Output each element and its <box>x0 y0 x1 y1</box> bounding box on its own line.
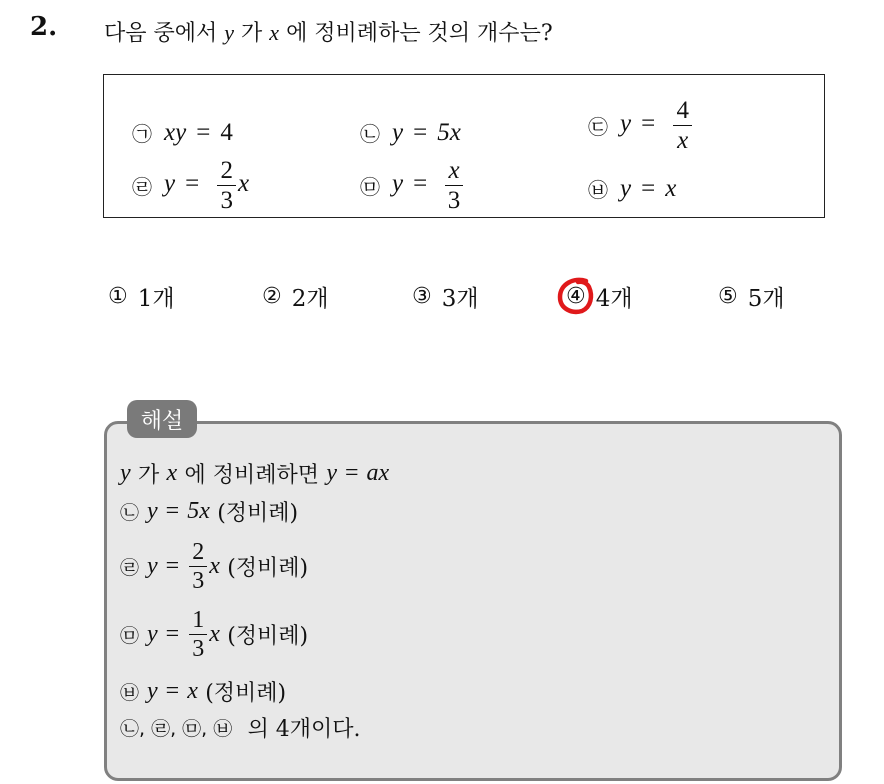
answer-marker: ① <box>108 284 128 309</box>
fraction: $\frac{2}{3}$ <box>217 158 236 213</box>
stem-text-b: 가 <box>241 21 263 46</box>
problem-stem <box>104 16 553 47</box>
choice-item <box>360 118 461 147</box>
stem-text-a: 다음 중에서 <box>104 21 218 46</box>
choice-marker: ㉡ <box>360 122 380 146</box>
choice-equation: y = x <box>620 174 677 202</box>
answer-text: 4개 <box>595 286 633 312</box>
choice-equation: y = $\frac{x}{3}$ <box>392 158 465 213</box>
answer-text: 1개 <box>137 286 175 312</box>
problem-number: 2. <box>30 12 58 42</box>
choice-marker: ㉢ <box>588 115 608 139</box>
answer-marker: ⑤ <box>718 284 738 309</box>
choice-equation: y = $\frac{4}{x}$ <box>620 98 694 153</box>
answer-option-5[interactable] <box>718 280 785 313</box>
solution-title-badge: 해설 <box>127 400 197 438</box>
fraction: $\frac{4}{x}$ <box>673 98 692 153</box>
choice-marker: ㉥ <box>588 178 608 202</box>
choice-item <box>360 158 465 213</box>
answer-option-3[interactable] <box>412 280 479 313</box>
answer-marker: ② <box>262 284 282 309</box>
fraction: $\frac{x}{3}$ <box>445 158 462 213</box>
choice-marker: ㉠ <box>132 122 152 146</box>
solution-line: y 가 x 에 정비례하면 y = ax <box>120 460 390 488</box>
answer-text: 3개 <box>441 286 479 312</box>
choice-item <box>588 98 694 153</box>
answer-circle-mark <box>556 276 596 316</box>
stem-var-y: y <box>224 20 235 45</box>
choice-equation: y = 5x <box>392 118 461 146</box>
answer-option-2[interactable] <box>262 280 329 313</box>
solution-line: ㉡, ㉣, ㉤, ㉥ 의 4개이다. <box>120 717 361 742</box>
stem-text-c: 에 정비례하는 것의 개수는? <box>286 21 553 46</box>
answer-text: 2개 <box>291 286 329 312</box>
choice-item <box>588 174 676 203</box>
choice-item <box>132 158 249 213</box>
fraction: $\frac{1}{3}$ <box>189 608 207 661</box>
solution-line: ㉥ y = x (정비례) <box>120 678 287 706</box>
choice-marker: ㉤ <box>360 175 380 199</box>
choice-equation: y = $\frac{2}{3}$ x <box>164 157 250 214</box>
choice-item <box>132 118 233 147</box>
stem-var-x: x <box>269 20 280 45</box>
fraction: $\frac{2}{3}$ <box>189 540 207 593</box>
answer-text: 5개 <box>747 286 785 312</box>
choice-equation: xy = 4 <box>164 118 233 146</box>
answer-option-1[interactable] <box>108 280 175 313</box>
solution-line: ㉡ y = 5x (정비례) <box>120 498 299 526</box>
solution-line: ㉣ y = $\frac{2}{3}$ x (정비례) <box>120 539 309 594</box>
solution-line: ㉤ y = $\frac{1}{3}$ x (정비례) <box>120 607 309 662</box>
choice-marker: ㉣ <box>132 175 152 199</box>
answer-marker: ④ <box>566 284 586 309</box>
answer-marker: ③ <box>412 284 432 309</box>
